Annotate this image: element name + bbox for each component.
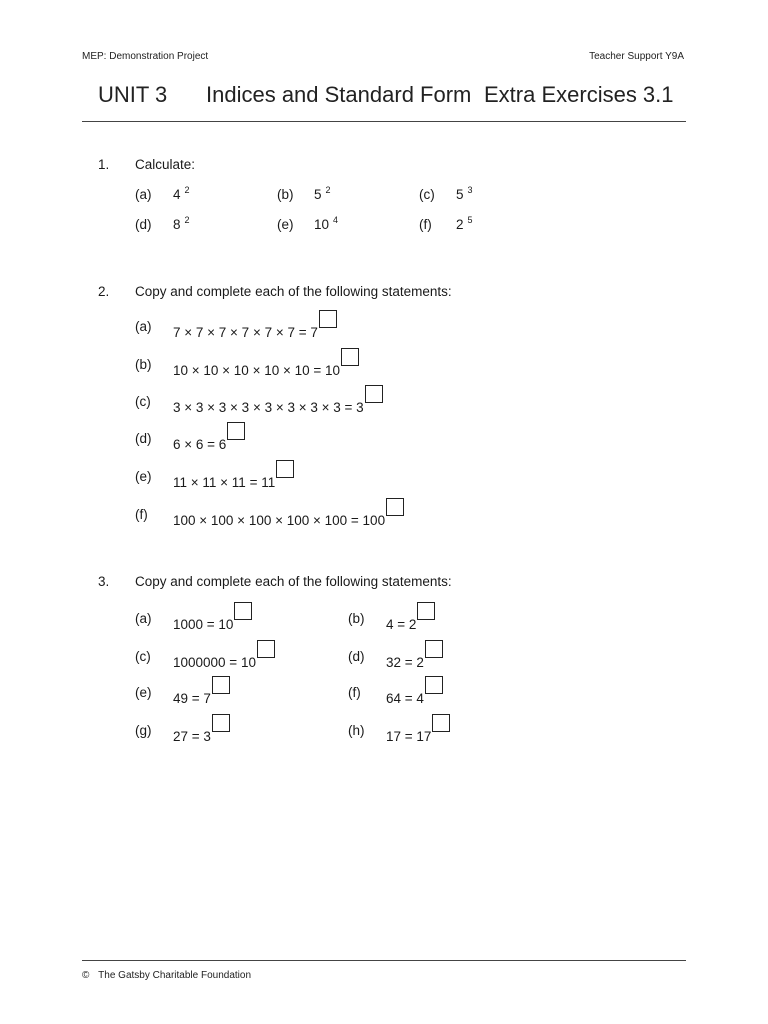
q3-part-label: (f)	[348, 685, 361, 700]
q1-base: 4	[173, 187, 181, 202]
q3-part-statement	[173, 723, 230, 744]
q2-part-label: (f)	[135, 507, 148, 522]
topic-title: Indices and Standard Form	[206, 82, 472, 107]
q1-exponent: 3	[467, 185, 473, 195]
answer-box[interactable]	[386, 498, 404, 516]
answer-box[interactable]	[227, 422, 245, 440]
q3-statement-text: 49 = 7	[173, 691, 211, 706]
header-right: Teacher Support Y9A	[589, 51, 684, 62]
footer-text: The Gatsby Charitable Foundation	[98, 970, 252, 981]
q2-part-statement	[173, 319, 337, 340]
q2-statement-text: 7 × 7 × 7 × 7 × 7 × 7 = 7	[173, 325, 318, 340]
q3-part-label: (h)	[348, 723, 365, 738]
q1-part-label: (c)	[419, 187, 435, 202]
unit-title: UNIT 3	[98, 82, 168, 107]
q1-number: 1.	[98, 157, 110, 172]
title-row	[98, 82, 686, 116]
q2-part-statement	[173, 357, 359, 378]
q1-exponent: 2	[184, 215, 190, 225]
q3-prompt: Copy and complete each of the following statements:	[135, 574, 452, 589]
q3-statement-text: 1000000 = 10	[173, 655, 256, 670]
q1-prompt: Calculate:	[135, 157, 196, 172]
q2-statement-text: 100 × 100 × 100 × 100 × 100 = 100	[173, 513, 386, 528]
footer	[82, 970, 251, 981]
q1-exponent: 2	[184, 185, 190, 195]
q2-statement-text: 3 × 3 × 3 × 3 × 3 × 3 × 3 × 3 = 3	[173, 400, 364, 415]
q1-base: 5	[314, 187, 322, 202]
q1-base: 2	[456, 217, 464, 232]
q2-part-statement	[173, 394, 383, 415]
q3-part-label: (c)	[135, 649, 151, 664]
footer-rule	[82, 960, 686, 961]
q1-exponent: 5	[467, 215, 473, 225]
q2-part-label: (b)	[135, 357, 152, 372]
q3-part-statement	[386, 723, 450, 744]
q3-part-statement	[386, 611, 435, 632]
q1-part-label: (d)	[135, 217, 152, 232]
q3-statement-text: 27 = 3	[173, 729, 211, 744]
title-rule	[82, 121, 686, 122]
q1-part-expr	[314, 187, 331, 202]
q3-statement-text: 1000 = 10	[173, 617, 234, 632]
q2-part-label: (a)	[135, 319, 152, 334]
answer-box[interactable]	[319, 310, 337, 328]
exercise-title: Extra Exercises 3.1	[484, 82, 674, 107]
q1-part-expr	[456, 217, 473, 232]
answer-box[interactable]	[257, 640, 275, 658]
q2-statement-text: 10 × 10 × 10 × 10 × 10 = 10	[173, 363, 341, 378]
answer-box[interactable]	[432, 714, 450, 732]
q2-statement-text: 6 × 6 = 6	[173, 437, 227, 452]
q1-part-expr	[314, 217, 338, 232]
answer-box[interactable]	[425, 640, 443, 658]
q2-number: 2.	[98, 284, 110, 299]
q1-base: 5	[456, 187, 464, 202]
q3-statement-text: 17 = 17	[386, 729, 432, 744]
q1-base: 10	[314, 217, 330, 232]
q2-part-label: (e)	[135, 469, 152, 484]
answer-box[interactable]	[425, 676, 443, 694]
q1-exponent: 4	[333, 215, 339, 225]
q3-part-label: (g)	[135, 723, 152, 738]
q1-part-label: (b)	[277, 187, 294, 202]
q3-number: 3.	[98, 574, 110, 589]
q3-part-statement	[173, 649, 275, 670]
answer-box[interactable]	[234, 602, 252, 620]
q3-statement-text: 64 = 4	[386, 691, 424, 706]
q3-statement-text: 4 = 2	[386, 617, 417, 632]
q2-statement-text: 11 × 11 × 11 = 11	[173, 475, 276, 490]
q3-part-label: (e)	[135, 685, 152, 700]
answer-box[interactable]	[276, 460, 294, 478]
answer-box[interactable]	[341, 348, 359, 366]
q3-part-label: (b)	[348, 611, 365, 626]
q2-part-statement	[173, 469, 294, 490]
copyright-symbol: ©	[82, 970, 90, 981]
q3-part-statement	[173, 685, 230, 706]
q3-part-label: (d)	[348, 649, 365, 664]
q1-part-expr	[173, 217, 190, 232]
q2-part-statement	[173, 431, 245, 452]
q3-part-statement	[173, 611, 252, 632]
answer-box[interactable]	[212, 714, 230, 732]
answer-box[interactable]	[417, 602, 435, 620]
q2-part-statement	[173, 507, 404, 528]
q1-part-label: (e)	[277, 217, 294, 232]
q1-exponent: 2	[325, 185, 331, 195]
q3-part-statement	[386, 649, 443, 670]
q3-part-statement	[386, 685, 443, 706]
q3-part-label: (a)	[135, 611, 152, 626]
q2-prompt: Copy and complete each of the following statements:	[135, 284, 452, 299]
answer-box[interactable]	[365, 385, 383, 403]
q3-statement-text: 32 = 2	[386, 655, 424, 670]
q1-part-expr	[173, 187, 190, 202]
q2-part-label: (c)	[135, 394, 151, 409]
answer-box[interactable]	[212, 676, 230, 694]
q1-part-label: (a)	[135, 187, 152, 202]
q1-part-expr	[456, 187, 473, 202]
q1-base: 8	[173, 217, 181, 232]
q1-part-label: (f)	[419, 217, 432, 232]
header-left: MEP: Demonstration Project	[82, 51, 209, 62]
q2-part-label: (d)	[135, 431, 152, 446]
